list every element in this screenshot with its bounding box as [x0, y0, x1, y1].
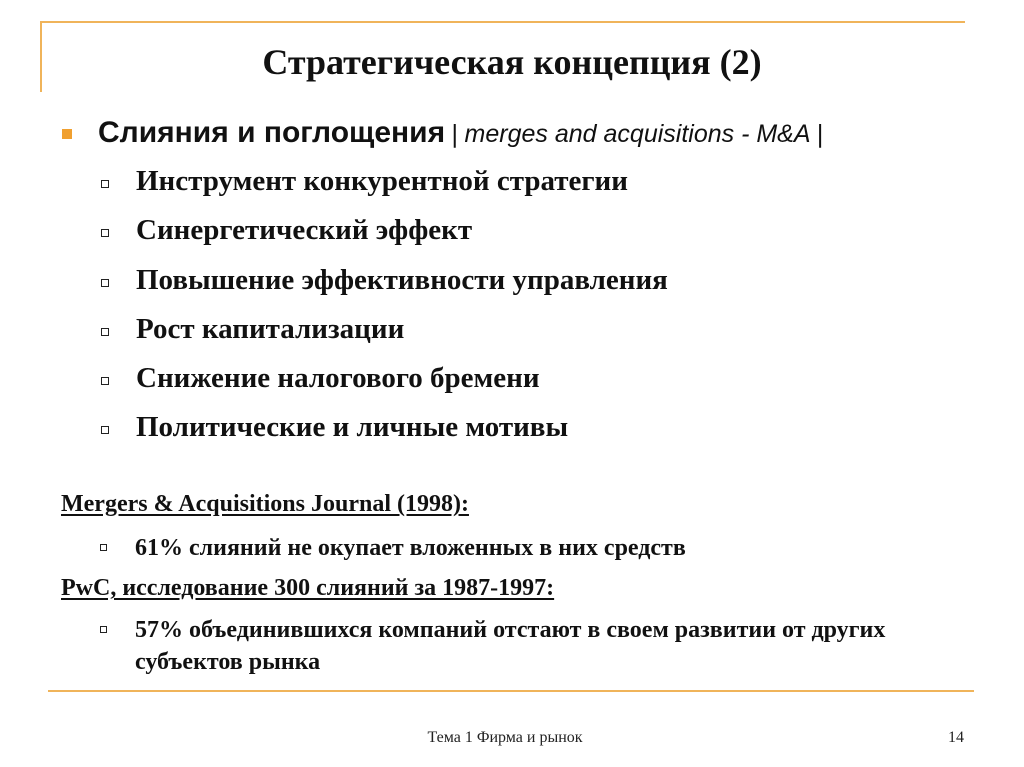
list-item-text: Рост капитализации — [136, 312, 405, 345]
list-item-text: Снижение налогового бремени — [136, 362, 540, 395]
list-item — [101, 355, 1001, 404]
footer-topic: Тема 1 Фирма и рынок — [427, 729, 583, 746]
list-item — [101, 158, 1001, 207]
sub-bullet-list — [101, 158, 1001, 454]
page-number: 14 — [948, 729, 964, 746]
list-item — [101, 257, 1001, 306]
checkbox-bullet-icon — [101, 180, 109, 188]
list-item-text: Синергетический эффект — [136, 214, 473, 247]
main-bullet-note: | merges and acquisitions - M&A | — [451, 120, 824, 148]
list-item-text: Повышение эффективности управления — [136, 263, 668, 296]
main-bullet-text — [98, 113, 823, 154]
checkbox-bullet-icon — [101, 279, 109, 287]
checkbox-bullet-icon — [101, 229, 109, 237]
bottom-rule — [48, 690, 974, 692]
checkbox-bullet-icon — [101, 426, 109, 434]
main-bullet-label: Слияния и поглощения — [98, 116, 446, 149]
checkbox-bullet-icon — [101, 377, 109, 385]
source-item-text: 57% объединившихся компаний отстают в своем развитии от других субъектов рынка — [135, 617, 886, 675]
source-heading: PwC, исследование 300 слияний за 1987-1997: — [61, 575, 555, 601]
list-item — [101, 306, 1001, 355]
main-bullet — [62, 113, 992, 153]
slide-title: Стратегическая концепция (2) — [262, 42, 762, 82]
list-item — [101, 404, 1001, 453]
source-heading: Mergers & Acquisitions Journal (1998): — [61, 491, 469, 517]
square-bullet-icon — [62, 129, 72, 139]
checkbox-bullet-icon — [100, 544, 107, 551]
list-item-text: Инструмент конкурентной стратегии — [136, 165, 628, 197]
source-item-text: 61% слияний не окупает вложенных в них средств — [135, 535, 686, 561]
list-item — [101, 207, 1001, 256]
checkbox-bullet-icon — [101, 328, 109, 336]
top-rule — [40, 21, 965, 23]
checkbox-bullet-icon — [100, 626, 107, 633]
list-item-text: Политические и личные мотивы — [136, 411, 569, 444]
